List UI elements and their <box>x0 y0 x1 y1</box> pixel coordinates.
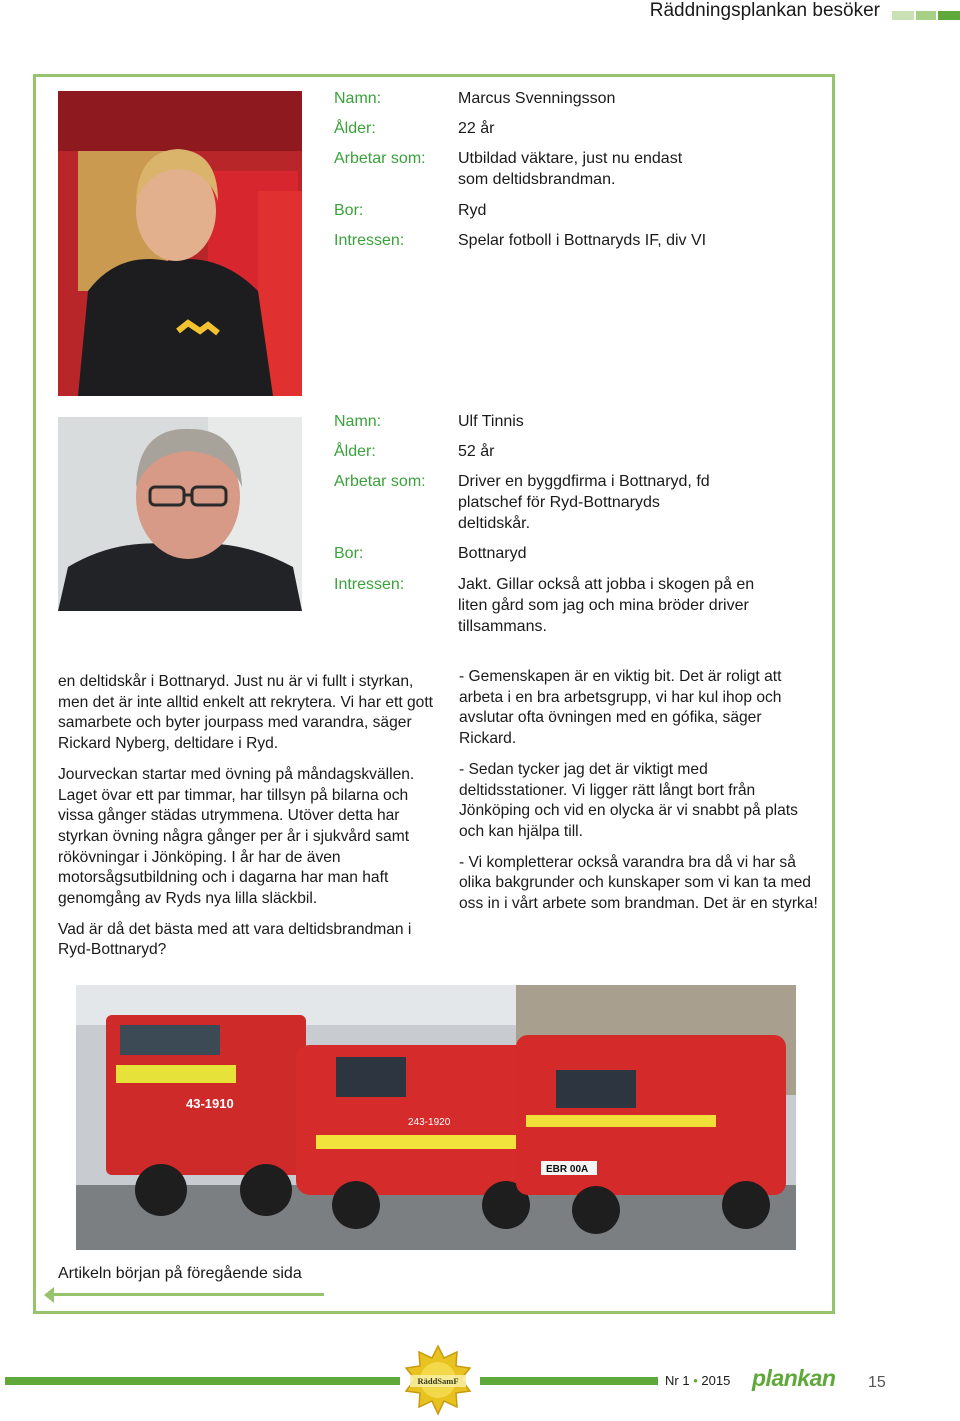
header-bar-dark <box>938 11 960 20</box>
back-arrow-icon <box>44 1287 54 1303</box>
value-residence: Ryd <box>458 202 487 219</box>
logo-text: RäddSamF <box>417 1376 459 1386</box>
footer-bar-left <box>5 1377 400 1385</box>
issue-number <box>665 1373 730 1388</box>
info-row-name <box>334 411 758 441</box>
paragraph: - Gemenskapen är en viktig bit. Det är roligt att arbeta i en bra arbetsgrupp, vi har kul ihop och avslutar ofta övningen med en gófika, säger Rickard. <box>459 668 782 748</box>
label-interests: Intressen: <box>334 576 405 593</box>
label-age: Ålder: <box>334 120 376 137</box>
portrait-photo-ulf <box>58 417 302 611</box>
info-row-occupation <box>334 471 758 543</box>
label-occupation: Arbetar som: <box>334 150 426 167</box>
header-bar-mid <box>916 11 936 20</box>
label-residence: Bor: <box>334 202 364 219</box>
fire-trucks-photo <box>76 985 796 1250</box>
value-occupation: Driver en byggdfirma i Bottnaryd, fd platschef för Ryd-Bottnaryds deltidskår. <box>458 473 710 532</box>
article-column-left <box>58 672 438 971</box>
paragraph: Jourveckan startar med övning på måndagskvällen. Laget övar ett par timmar, har tillsyn på bilarna och vissa gånger städas utrymmena. Utöver detta har styrkan övning några gånger per år i sjukvård samt rökövningar i Jönköping. I år har de även motorsågsutbildning och i dagarna har man haft genomgång av Ryds nya lilla släckbil. <box>58 765 415 908</box>
fire-trucks-photo-icon <box>76 985 796 1250</box>
paragraph: en deltidskår i Bottnaryd. Just nu är vi fullt i styrkan, men det är inte alltid enkelt att rekrytera. Vi har ett gott samarbete och byter jourpass med varandra, säger Rickard Nyberg, deltidare i Ryd. <box>58 673 434 753</box>
footer-bar-right <box>480 1377 658 1385</box>
plate-text-1: 43-1910 <box>186 1096 234 1111</box>
info-row-interests <box>334 230 758 260</box>
issue-prefix: Nr 1 <box>665 1373 690 1388</box>
info-row-age <box>334 118 758 148</box>
value-occupation: Utbildad väktare, just nu endast som deltidsbrandman. <box>458 150 683 188</box>
raddsamf-logo <box>402 1344 474 1416</box>
caption-underline <box>46 1293 324 1296</box>
value-interests: Jakt. Gillar också att jobba i skogen på en liten gård som jag och mina bröder driver tillsammans. <box>458 576 755 635</box>
label-occupation: Arbetar som: <box>334 473 426 490</box>
info-row-residence <box>334 200 758 230</box>
issue-year: 2015 <box>701 1373 731 1388</box>
info-row-name <box>334 88 758 118</box>
person-info-ulf <box>334 411 758 638</box>
plate-text-2: 243-1920 <box>408 1117 451 1128</box>
value-name: Ulf Tinnis <box>458 413 524 430</box>
value-age: 52 år <box>458 443 495 460</box>
label-age: Ålder: <box>334 443 376 460</box>
portrait-photo-man-with-glasses-icon <box>58 417 302 611</box>
label-name: Namn: <box>334 90 382 107</box>
portrait-photo-marcus <box>58 91 302 396</box>
raddsamf-sun-logo-icon <box>402 1344 474 1416</box>
value-name: Marcus Svenningsson <box>458 90 616 107</box>
issue-separator: • <box>693 1373 698 1388</box>
portrait-photo-young-man-icon <box>58 91 302 396</box>
value-residence: Bottnaryd <box>458 545 527 562</box>
header-color-bars <box>892 11 960 20</box>
paragraph: - Sedan tycker jag det är viktigt med deltidsstationer. Vi ligger rätt långt bort från Jönköping och vid en olycka är vi snabbt på plats och kan hjälpa till. <box>459 760 798 840</box>
photo-caption: Artikeln början på föregående sida <box>58 1265 302 1282</box>
label-name: Namn: <box>334 413 382 430</box>
info-row-occupation <box>334 148 758 200</box>
article-column-right <box>459 667 819 925</box>
header-bar-light <box>892 11 914 20</box>
label-residence: Bor: <box>334 545 364 562</box>
value-age: 22 år <box>458 120 495 137</box>
running-header-title: Räddningsplankan besöker <box>649 0 880 21</box>
label-interests: Intressen: <box>334 232 405 249</box>
paragraph: - Vi kompletterar också varandra bra då vi har så olika bakgrunder och kunskaper som vi kan ta med oss in i vårt arbete som brandman. Det är en styrka! <box>459 853 818 913</box>
plate-text-3: EBR 00A <box>546 1164 589 1175</box>
paragraph: Vad är då det bästa med att vara deltidsbrandman i Ryd-Bottnaryd? <box>58 920 412 959</box>
value-interests: Spelar fotboll i Bottnaryds IF, div VI <box>458 232 707 249</box>
plankan-brand-logo: plankan <box>752 1365 836 1391</box>
page-number: 15 <box>868 1374 886 1391</box>
info-row-residence <box>334 543 758 574</box>
info-row-age <box>334 441 758 471</box>
person-info-marcus <box>334 88 758 260</box>
info-row-interests <box>334 574 758 638</box>
